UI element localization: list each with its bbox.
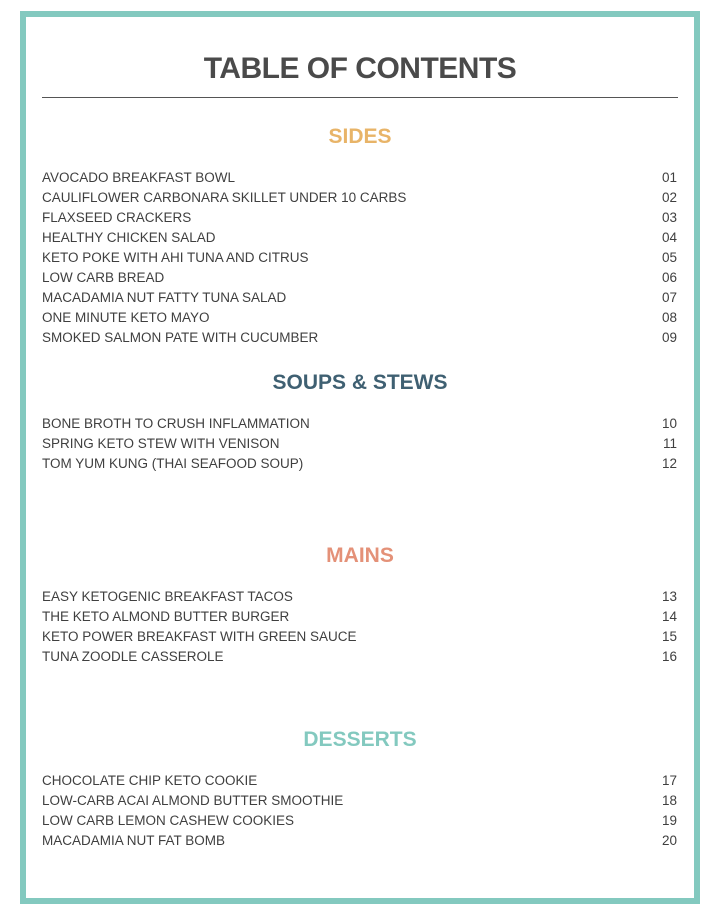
entry-title: LOW CARB LEMON CASHEW COOKIES	[42, 813, 295, 828]
entry-page-number: 05	[661, 250, 677, 265]
page-title: TABLE OF CONTENTS	[203, 52, 517, 85]
toc-entry	[42, 168, 678, 188]
entry-title: THE KETO ALMOND BUTTER BURGER	[42, 609, 290, 624]
section-soups-stews	[42, 368, 678, 474]
entry-title: CHOCOLATE CHIP KETO COOKIE	[42, 773, 258, 788]
entry-title: FLAXSEED CRACKERS	[42, 210, 192, 225]
entry-page-number: 02	[661, 190, 677, 205]
entry-title: CAULIFLOWER CARBONARA SKILLET UNDER 10 CARBS	[42, 190, 407, 205]
entry-page-number: 20	[661, 833, 677, 848]
entry-title: EASY KETOGENIC BREAKFAST TACOS	[42, 589, 293, 604]
entry-title: KETO POKE WITH AHI TUNA AND CITRUS	[42, 250, 309, 265]
entry-title: TOM YUM KUNG (THAI SEAFOOD SOUP)	[42, 456, 304, 471]
toc-entry	[42, 647, 678, 667]
entry-page-number: 06	[661, 270, 677, 285]
toc-entry	[42, 308, 678, 328]
toc-entry	[42, 414, 678, 434]
toc-entry	[42, 208, 678, 228]
entry-title: MACADAMIA NUT FAT BOMB	[42, 833, 226, 848]
toc-entry	[42, 434, 678, 454]
entry-page-number: 12	[661, 456, 677, 471]
entry-list-sides	[42, 168, 678, 348]
entry-page-number: 08	[661, 310, 677, 325]
entry-title: LOW-CARB ACAI ALMOND BUTTER SMOOTHIE	[42, 793, 344, 808]
entry-page-number: 14	[661, 609, 677, 624]
toc-entry	[42, 454, 678, 474]
section-mains	[42, 541, 678, 667]
entry-page-number: 10	[661, 416, 677, 431]
toc-entry	[42, 288, 678, 308]
entry-title: ONE MINUTE KETO MAYO	[42, 310, 210, 325]
entry-page-number: 09	[661, 330, 677, 345]
section-heading-desserts: DESSERTS	[303, 728, 417, 751]
toc-entry	[42, 811, 678, 831]
entry-title: LOW CARB BREAD	[42, 270, 165, 285]
toc-entry	[42, 268, 678, 288]
section-desserts	[42, 725, 678, 851]
entry-title: TUNA ZOODLE CASSEROLE	[42, 649, 224, 664]
toc-entry	[42, 188, 678, 208]
entry-list-desserts	[42, 771, 678, 851]
entry-page-number: 04	[661, 230, 677, 245]
toc-entry	[42, 831, 678, 851]
title-divider	[42, 97, 678, 98]
toc-entry	[42, 607, 678, 627]
page-frame	[20, 11, 700, 904]
entry-page-number: 19	[661, 813, 677, 828]
section-heading-mains: MAINS	[326, 544, 394, 567]
section-sides	[42, 122, 678, 348]
entry-list-mains	[42, 587, 678, 667]
entry-page-number: 11	[662, 436, 677, 451]
toc-entry	[42, 328, 678, 348]
entry-page-number: 18	[661, 793, 677, 808]
entry-title: SMOKED SALMON PATE WITH CUCUMBER	[42, 330, 319, 345]
entry-page-number: 03	[661, 210, 677, 225]
entry-title: SPRING KETO STEW WITH VENISON	[42, 436, 280, 451]
entry-page-number: 15	[661, 629, 677, 644]
toc-entry	[42, 587, 678, 607]
entry-page-number: 17	[661, 773, 677, 788]
toc-entry	[42, 627, 678, 647]
entry-title: MACADAMIA NUT FATTY TUNA SALAD	[42, 290, 287, 305]
entry-title: BONE BROTH TO CRUSH INFLAMMATION	[42, 416, 310, 431]
toc-entry	[42, 791, 678, 811]
section-heading-sides: SIDES	[328, 125, 392, 148]
section-heading-soups-stews: SOUPS & STEWS	[272, 371, 448, 394]
toc-entry	[42, 248, 678, 268]
entry-page-number: 01	[661, 170, 677, 185]
entry-page-number: 13	[661, 589, 677, 604]
entry-title: HEALTHY CHICKEN SALAD	[42, 230, 216, 245]
toc-entry	[42, 228, 678, 248]
entry-title: KETO POWER BREAKFAST WITH GREEN SAUCE	[42, 629, 357, 644]
entry-page-number: 07	[661, 290, 677, 305]
entry-title: AVOCADO BREAKFAST BOWL	[42, 170, 236, 185]
entry-page-number: 16	[661, 649, 677, 664]
entry-list-soups-stews	[42, 414, 678, 474]
toc-entry	[42, 771, 678, 791]
